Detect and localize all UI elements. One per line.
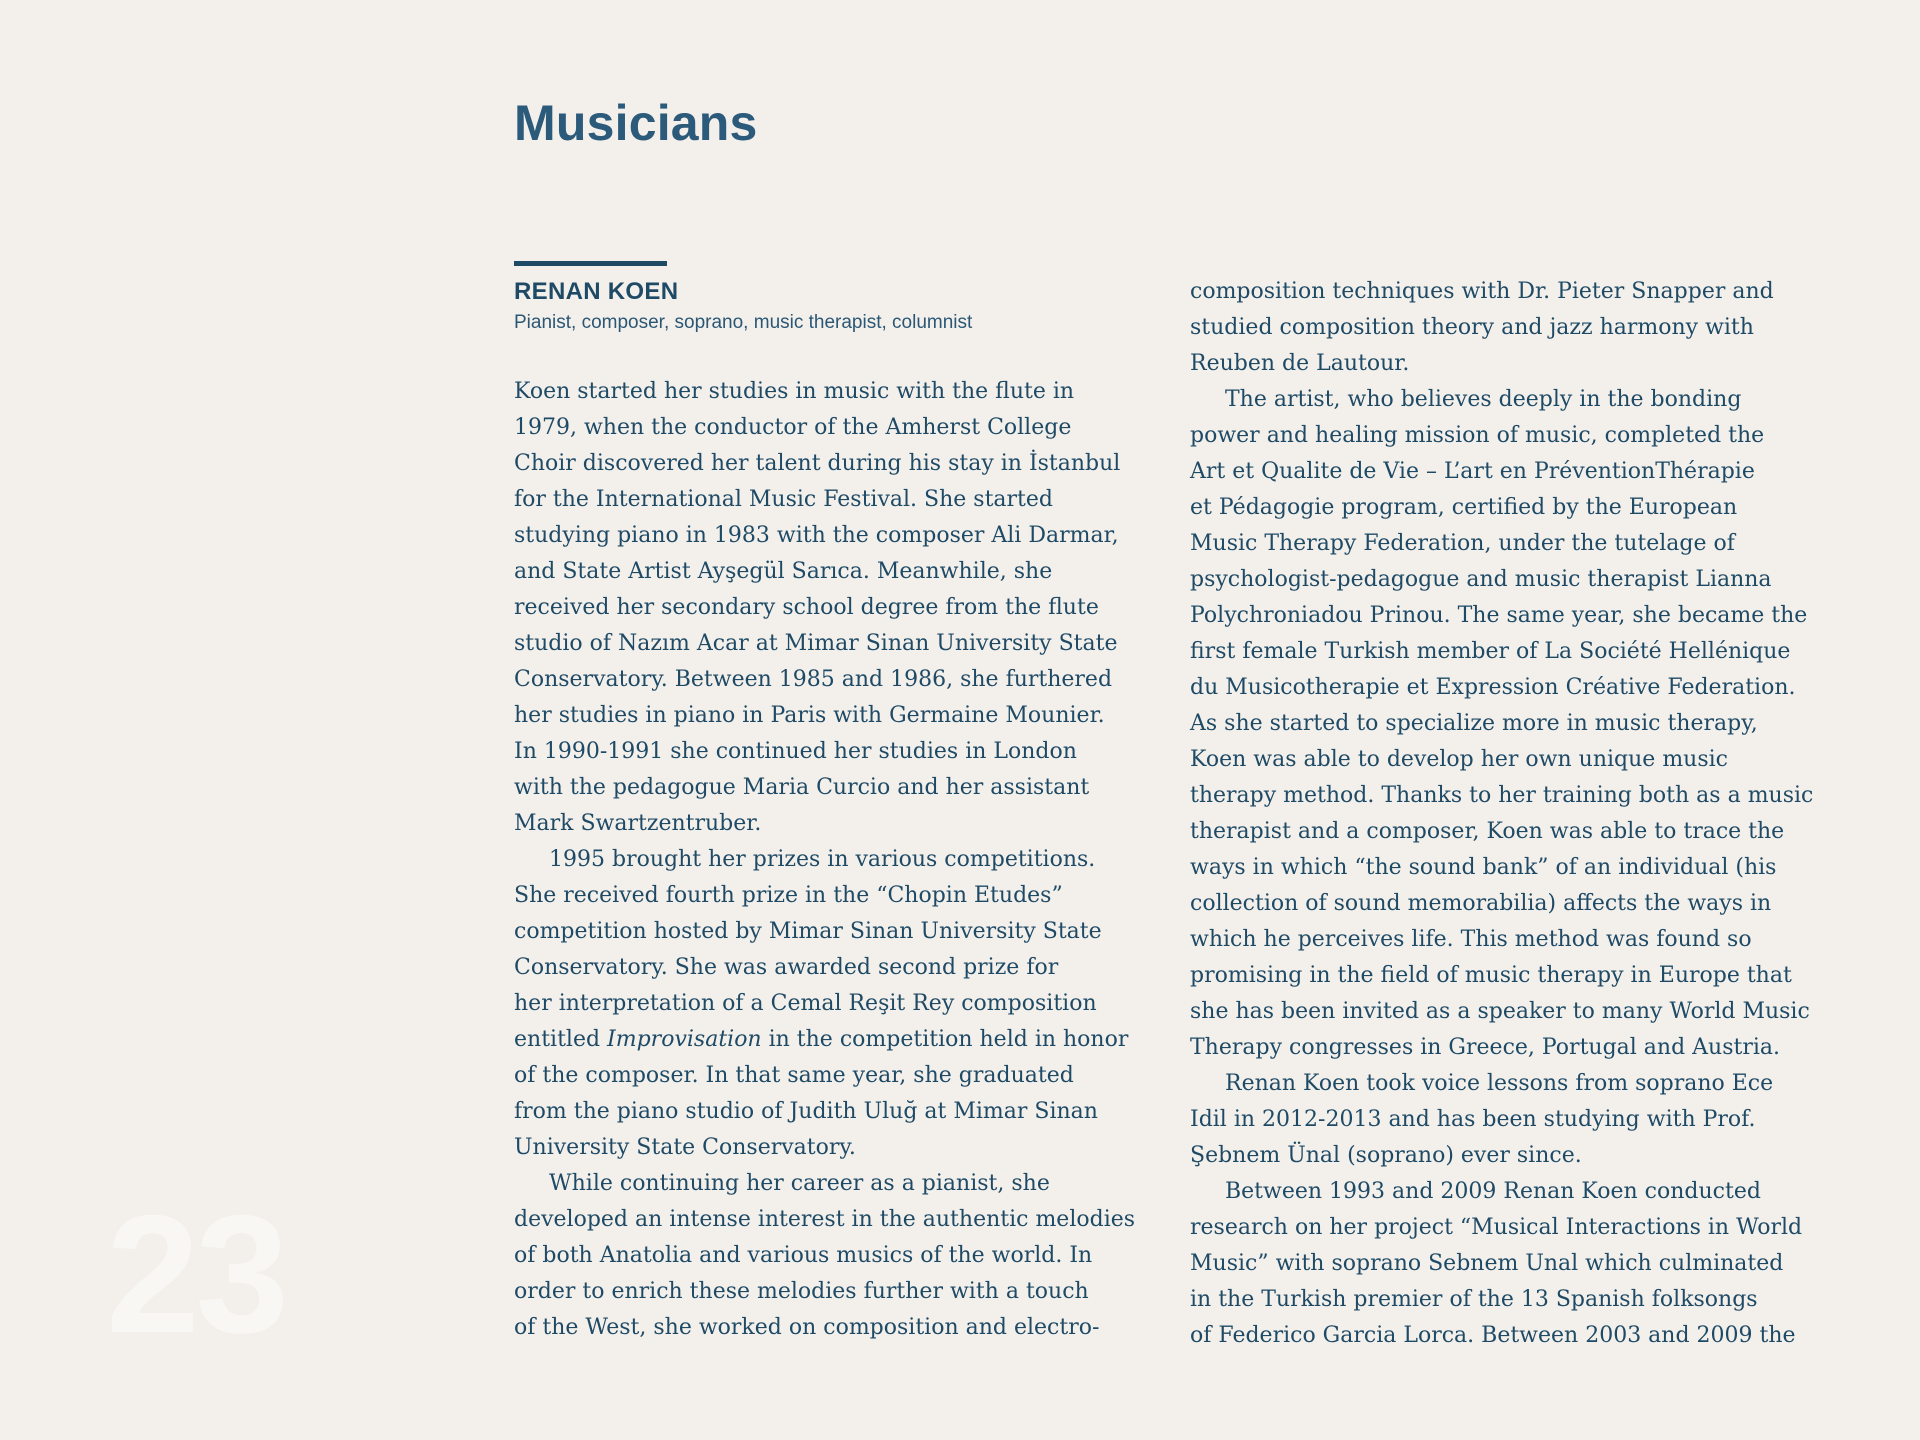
body-line: research on her project “Musical Interactions in World (1190, 1215, 1803, 1240)
body-line: first female Turkish member of La Société Hellénique (1190, 639, 1791, 664)
page-title: Musicians (514, 95, 758, 151)
body-line: and State Artist Ayşegül Sarıca. Meanwhile, she (514, 559, 1053, 584)
body-line: power and healing mission of music, completed the (1190, 423, 1765, 448)
body-line: Choir discovered her talent during his stay in İstanbul (514, 451, 1121, 476)
body-line: While continuing her career as a pianist, she (549, 1171, 1050, 1196)
body-line: Şebnem Ünal (soprano) ever since. (1190, 1143, 1582, 1168)
body-line: Music” with soprano Sebnem Unal which culminated (1190, 1251, 1784, 1276)
body-line: she has been invited as a speaker to many World Music (1190, 999, 1810, 1024)
body-line: received her secondary school degree from the flute (514, 595, 1099, 620)
body-line: Between 1993 and 2009 Renan Koen conducted (1225, 1179, 1761, 1204)
body-line: As she started to specialize more in music therapy, (1190, 711, 1758, 736)
body-line: Koen started her studies in music with the flute in (514, 379, 1075, 404)
body-line: for the International Music Festival. She started (514, 487, 1053, 512)
body-line: et Pédagogie program, certified by the European (1190, 495, 1738, 520)
body-line: She received fourth prize in the “Chopin Etudes” (514, 883, 1063, 908)
body-line: with the pedagogue Maria Curcio and her assistant (514, 775, 1090, 800)
musician-roles: Pianist, composer, soprano, music therapist, columnist (514, 312, 973, 333)
name-rule-divider (514, 261, 667, 266)
body-line: Reuben de Lautour. (1190, 351, 1410, 376)
body-line: Polychroniadou Prinou. The same year, she became the (1190, 603, 1808, 628)
body-line: du Musicotherapie et Expression Créative Federation. (1190, 675, 1796, 700)
body-line: Art et Qualite de Vie – L’art en PréventionThérapie (1190, 459, 1755, 484)
body-line: of Federico Garcia Lorca. Between 2003 and 2009 the (1190, 1323, 1796, 1348)
body-line: studied composition theory and jazz harmony with (1190, 315, 1754, 340)
body-line: her studies in piano in Paris with Germaine Mounier. (514, 703, 1105, 728)
body-line: in the Turkish premier of the 13 Spanish folksongs (1190, 1287, 1758, 1312)
body-line: therapy method. Thanks to her training both as a music (1190, 783, 1814, 808)
italic-line-before: entitled (514, 1027, 608, 1052)
body-line: Koen was able to develop her own unique music (1190, 747, 1728, 772)
body-line: In 1990-1991 she continued her studies in London (514, 739, 1077, 764)
body-line: her interpretation of a Cemal Reşit Rey composition (514, 991, 1097, 1016)
body-line: promising in the field of music therapy in Europe that (1190, 963, 1792, 988)
page-number: 23 (106, 1180, 285, 1368)
body-line: studio of Nazım Acar at Mimar Sinan University State (514, 631, 1118, 656)
body-line: University State Conservatory. (514, 1135, 856, 1160)
body-line: Renan Koen took voice lessons from soprano Ece (1225, 1071, 1774, 1096)
body-line: from the piano studio of Judith Uluğ at Mimar Sinan (514, 1099, 1098, 1124)
body-line: competition hosted by Mimar Sinan University State (514, 919, 1102, 944)
musician-name: RENAN KOEN (514, 278, 679, 305)
body-line: order to enrich these melodies further with a touch (514, 1279, 1089, 1304)
right-column-body (1190, 274, 1830, 1354)
body-line: Music Therapy Federation, under the tutelage of (1190, 531, 1735, 556)
body-line: of the composer. In that same year, she graduated (514, 1063, 1074, 1088)
body-line: Therapy congresses in Greece, Portugal and Austria. (1190, 1035, 1781, 1060)
body-line: Conservatory. She was awarded second prize for (514, 955, 1059, 980)
body-line: psychologist-pedagogue and music therapist Lianna (1190, 567, 1772, 592)
body-line: The artist, who believes deeply in the bonding (1225, 387, 1742, 412)
body-line: Conservatory. Between 1985 and 1986, she furthered (514, 667, 1113, 692)
body-line: studying piano in 1983 with the composer Ali Darmar, (514, 523, 1119, 548)
body-line: Idil in 2012-2013 and has been studying with Prof. (1190, 1107, 1756, 1132)
body-line: of both Anatolia and various musics of the world. In (514, 1243, 1093, 1268)
italic-line-after: in the competition held in honor (761, 1027, 1129, 1052)
body-line: collection of sound memorabilia) affects the ways in (1190, 891, 1772, 916)
body-line-with-italic (514, 1022, 1144, 1058)
body-line: which he perceives life. This method was found so (1190, 927, 1752, 952)
body-line: composition techniques with Dr. Pieter Snapper and (1190, 279, 1774, 304)
italic-title-improvisation: Improvisation (607, 1027, 762, 1052)
body-line: developed an intense interest in the authentic melodies (514, 1207, 1136, 1232)
body-line: therapist and a composer, Koen was able to trace the (1190, 819, 1785, 844)
body-line: ways in which “the sound bank” of an individual (his (1190, 855, 1777, 880)
body-line: of the West, she worked on composition and electro- (514, 1315, 1100, 1340)
body-line: 1979, when the conductor of the Amherst College (514, 415, 1072, 440)
body-line: Mark Swartzentruber. (514, 811, 762, 836)
left-column-body (514, 374, 1144, 1346)
body-line: 1995 brought her prizes in various competitions. (549, 847, 1096, 872)
